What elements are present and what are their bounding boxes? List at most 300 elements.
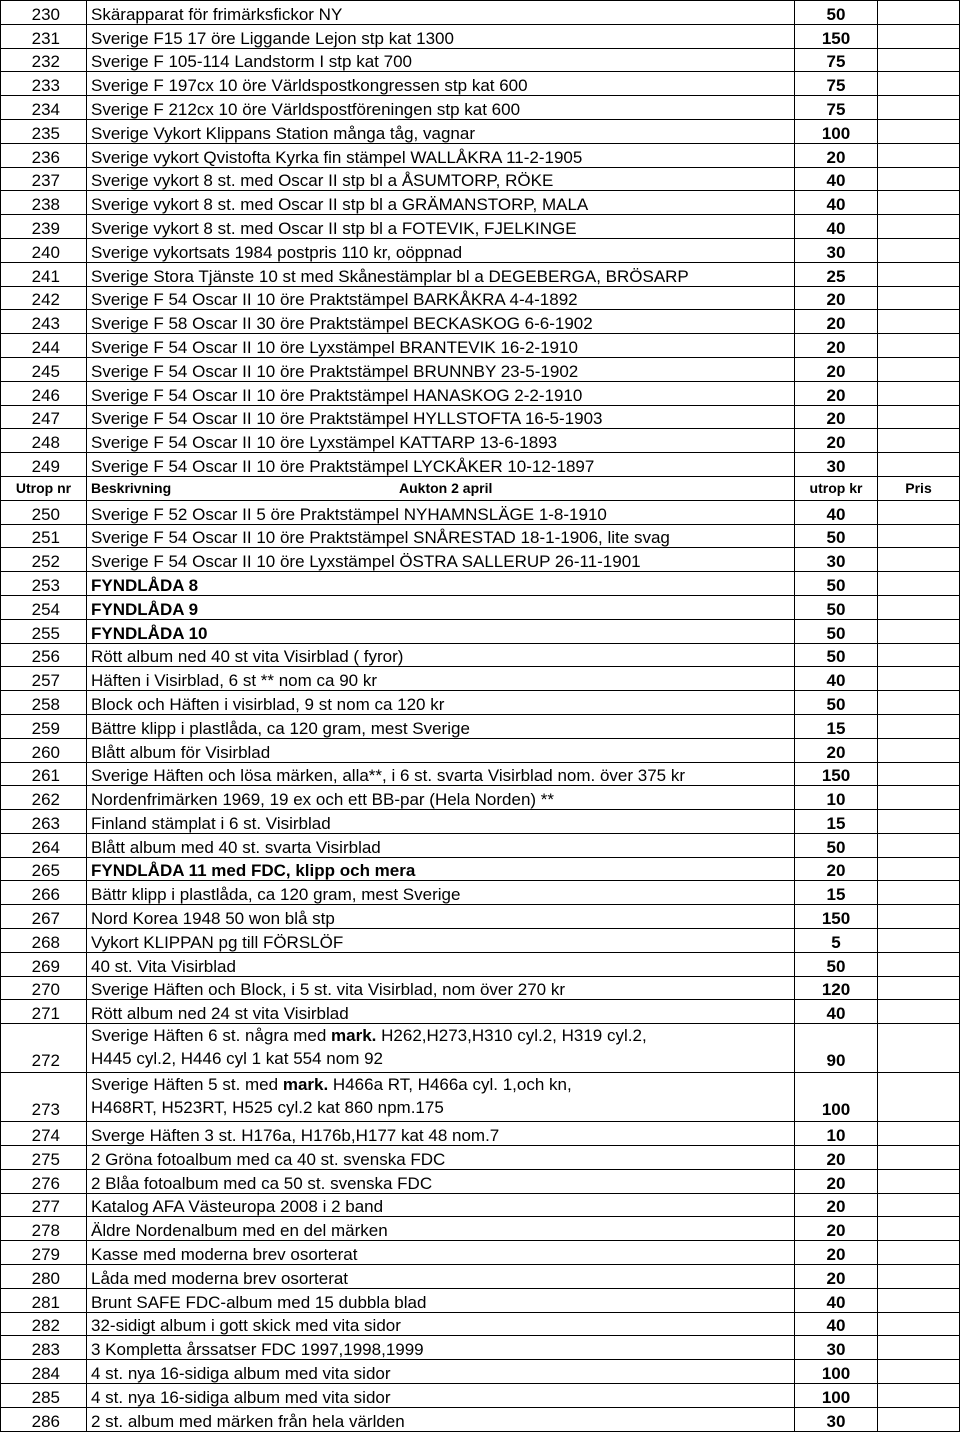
table-row (1, 1193, 960, 1217)
lot-description: Katalog AFA Västeuropa 2008 i 2 band (87, 1193, 795, 1217)
lot-start-price: 150 (795, 905, 878, 929)
lot-number: 260 (1, 738, 87, 762)
table-row (1, 833, 960, 857)
lot-start-price: 20 (795, 1193, 878, 1217)
lot-description: Sverige F15 17 öre Liggande Lejon stp kat 1300 (87, 24, 795, 48)
lot-start-price: 10 (795, 1122, 878, 1146)
lot-start-price: 50 (795, 952, 878, 976)
lot-final-price (878, 762, 960, 786)
lot-final-price (878, 191, 960, 215)
lot-start-price: 15 (795, 810, 878, 834)
lot-start-price: 120 (795, 976, 878, 1000)
lot-description: Bättr klipp i plastlåda, ca 120 gram, mest Sverige (87, 881, 795, 905)
lot-description: Sverige F 54 Oscar II 10 öre Praktstämpel HYLLSTOFTA 16-5-1903 (87, 405, 795, 429)
lot-description: Blått album för Visirblad (87, 738, 795, 762)
lot-number: 277 (1, 1193, 87, 1217)
lot-description-text: Sverige Häften 6 st. några med (91, 1026, 332, 1046)
lot-final-price (878, 786, 960, 810)
table-row (1, 405, 960, 429)
table-row (1, 1073, 960, 1122)
lot-number: 238 (1, 191, 87, 215)
lot-description: Sverige F 54 Oscar II 10 öre Lyxstämpel ÖSTRA SALLERUP 26-11-1901 (87, 548, 795, 572)
table-row (1, 119, 960, 143)
lot-number: 252 (1, 548, 87, 572)
lot-description: Sverige F 54 Oscar II 10 öre Lyxstämpel KATTARP 13-6-1893 (87, 429, 795, 453)
lot-start-price: 100 (795, 1384, 878, 1408)
table-row (1, 48, 960, 72)
lot-number: 263 (1, 810, 87, 834)
lot-description: Sverige vykort 8 st. med Oscar II stp bl a GRÄMANSTORP, MALA (87, 191, 795, 215)
lot-description: Sverige vykortsats 1984 postpris 110 kr, oöppnad (87, 238, 795, 262)
table-row (1, 786, 960, 810)
lot-final-price (878, 453, 960, 477)
table-row (1, 453, 960, 477)
lot-final-price (878, 643, 960, 667)
lot-final-price (878, 905, 960, 929)
table-row (1, 714, 960, 738)
lot-start-price: 30 (795, 1407, 878, 1431)
lot-start-price: 100 (795, 119, 878, 143)
table-row (1, 1407, 960, 1431)
lot-number: 242 (1, 286, 87, 310)
table-row (1, 952, 960, 976)
table-row (1, 1288, 960, 1312)
lot-description: Låda med moderna brev osorterat (87, 1265, 795, 1289)
table-row (1, 1360, 960, 1384)
table-row (1, 691, 960, 715)
table-row (1, 548, 960, 572)
table-row (1, 643, 960, 667)
lot-number: 265 (1, 857, 87, 881)
lot-final-price (878, 405, 960, 429)
lot-final-price (878, 72, 960, 96)
lot-number: 274 (1, 1122, 87, 1146)
lot-description: Sverige F 212cx 10 öre Världspostföreningen stp kat 600 (87, 96, 795, 120)
lot-description: Sverige F 54 Oscar II 10 öre Praktstämpel SNÅRESTAD 18-1-1906, lite svag (87, 524, 795, 548)
table-row (1, 381, 960, 405)
multi-line-lots (1, 1024, 960, 1122)
lot-number: 283 (1, 1336, 87, 1360)
table-row (1, 1122, 960, 1146)
lot-description: Kasse med moderna brev osorterat (87, 1241, 795, 1265)
lot-start-price: 20 (795, 1169, 878, 1193)
lot-final-price (878, 262, 960, 286)
lot-description: Block och Häften i visirblad, 9 st nom ca 120 kr (87, 691, 795, 715)
lot-number: 254 (1, 595, 87, 619)
lot-number: 272 (1, 1024, 87, 1073)
lot-start-price: 20 (795, 1217, 878, 1241)
lot-number: 240 (1, 238, 87, 262)
lot-start-price: 40 (795, 1000, 878, 1024)
lot-description: Sverge Häften 3 st. H176a, H176b,H177 kat 48 nom.7 (87, 1122, 795, 1146)
lot-number: 267 (1, 905, 87, 929)
lot-start-price: 50 (795, 524, 878, 548)
table-row (1, 762, 960, 786)
lot-description: Brunt SAFE FDC-album med 15 dubbla blad (87, 1288, 795, 1312)
table-row (1, 667, 960, 691)
lot-final-price (878, 572, 960, 596)
table-row (1, 738, 960, 762)
lot-description: Nord Korea 1948 50 won blå stp (87, 905, 795, 929)
table-row (1, 238, 960, 262)
lot-final-price (878, 48, 960, 72)
lot-start-price: 20 (795, 1146, 878, 1170)
lot-start-price: 20 (795, 143, 878, 167)
lot-description: Sverige F 105-114 Landstorm I stp kat 700 (87, 48, 795, 72)
lot-start-price: 20 (795, 381, 878, 405)
lot-start-price: 20 (795, 738, 878, 762)
lot-final-price (878, 1312, 960, 1336)
lot-start-price: 20 (795, 1265, 878, 1289)
header-description: Beskrivning (91, 480, 172, 497)
lot-description-bold: mark. (331, 1026, 377, 1046)
table-row (1, 357, 960, 381)
lot-number: 247 (1, 405, 87, 429)
lot-final-price (878, 857, 960, 881)
table-row (1, 619, 960, 643)
lot-start-price: 30 (795, 238, 878, 262)
lot-final-price (878, 929, 960, 953)
lot-description-text: H466a RT, H466a cyl. 1,och kn, (328, 1075, 572, 1095)
lot-number: 285 (1, 1384, 87, 1408)
lot-number: 273 (1, 1073, 87, 1122)
lot-start-price: 20 (795, 1241, 878, 1265)
lot-start-price: 25 (795, 262, 878, 286)
lot-start-price: 50 (795, 643, 878, 667)
lot-number: 246 (1, 381, 87, 405)
table-row (1, 500, 960, 524)
table-row (1, 1024, 960, 1073)
lot-final-price (878, 1336, 960, 1360)
lot-final-price (878, 381, 960, 405)
lot-number: 231 (1, 24, 87, 48)
lot-final-price (878, 1265, 960, 1289)
lot-final-price (878, 357, 960, 381)
lot-description: Sverige F 54 Oscar II 10 öre Lyxstämpel BRANTEVIK 16-2-1910 (87, 334, 795, 358)
lot-final-price (878, 167, 960, 191)
lot-number: 232 (1, 48, 87, 72)
lot-final-price (878, 334, 960, 358)
lot-start-price: 150 (795, 24, 878, 48)
lot-rows-end (1, 1122, 960, 1431)
table-row (1, 72, 960, 96)
lot-start-price: 90 (795, 1024, 878, 1073)
lot-start-price: 40 (795, 500, 878, 524)
table-row (1, 1265, 960, 1289)
table-row (1, 976, 960, 1000)
lot-final-price (878, 1384, 960, 1408)
table-row (1, 1336, 960, 1360)
lot-number: 236 (1, 143, 87, 167)
lot-start-price: 30 (795, 1336, 878, 1360)
table-row (1, 1169, 960, 1193)
lot-final-price (878, 1024, 960, 1073)
lot-number: 250 (1, 500, 87, 524)
lot-description: Sverige F 54 Oscar II 10 öre Praktstämpel BRUNNBY 23-5-1902 (87, 357, 795, 381)
lot-number: 261 (1, 762, 87, 786)
lot-number: 245 (1, 357, 87, 381)
lot-final-price (878, 1000, 960, 1024)
lot-final-price (878, 429, 960, 453)
header-description-cell (87, 476, 795, 500)
lot-final-price (878, 119, 960, 143)
lot-start-price: 20 (795, 310, 878, 334)
lot-start-price: 40 (795, 667, 878, 691)
lot-number: 281 (1, 1288, 87, 1312)
lot-description: 3 Kompletta årssatser FDC 1997,1998,1999 (87, 1336, 795, 1360)
lot-description: Rött album ned 24 st vita Visirblad (87, 1000, 795, 1024)
lot-description-text: H262,H273,H310 cyl.2, H319 cyl.2, (376, 1026, 647, 1046)
lot-final-price (878, 215, 960, 239)
table-row (1, 1000, 960, 1024)
lot-description: Sverige vykort Qvistofta Kyrka fin stämpel WALLÅKRA 11-2-1905 (87, 143, 795, 167)
lot-description: Sverige F 54 Oscar II 10 öre Praktstämpel HANASKOG 2-2-1910 (87, 381, 795, 405)
lot-start-price: 20 (795, 429, 878, 453)
table-row (1, 143, 960, 167)
lot-number: 243 (1, 310, 87, 334)
lot-final-price (878, 500, 960, 524)
lot-description: Rött album ned 40 st vita Visirblad ( fyror) (87, 643, 795, 667)
lot-final-price (878, 1360, 960, 1384)
table-row (1, 572, 960, 596)
table-row (1, 1217, 960, 1241)
lot-description: Nordenfrimärken 1969, 19 ex och ett BB-par (Hela Norden) ** (87, 786, 795, 810)
lot-final-price (878, 1146, 960, 1170)
lot-final-price (878, 1217, 960, 1241)
lot-number: 235 (1, 119, 87, 143)
lot-description: Sverige F 58 Oscar II 30 öre Praktstämpel BECKASKOG 6-6-1902 (87, 310, 795, 334)
lot-number: 255 (1, 619, 87, 643)
lot-start-price: 15 (795, 881, 878, 905)
lot-number: 256 (1, 643, 87, 667)
lot-description: Häften i Visirblad, 6 st ** nom ca 90 kr (87, 667, 795, 691)
lot-start-price: 40 (795, 191, 878, 215)
table-row (1, 524, 960, 548)
table-row (1, 1241, 960, 1265)
lot-start-price: 150 (795, 762, 878, 786)
lot-start-price: 40 (795, 215, 878, 239)
lot-start-price: 50 (795, 833, 878, 857)
table-row (1, 215, 960, 239)
lot-description: Sverige Vykort Klippans Station många tåg, vagnar (87, 119, 795, 143)
lot-start-price: 20 (795, 857, 878, 881)
lot-number: 230 (1, 1, 87, 25)
lot-final-price (878, 952, 960, 976)
lot-description-text: H468RT, H523RT, H525 cyl.2 kat 860 npm.175 (91, 1098, 444, 1118)
lot-final-price (878, 524, 960, 548)
lot-start-price: 5 (795, 929, 878, 953)
lot-description-bold: mark. (282, 1075, 329, 1095)
lot-rows-before-header (1, 1, 960, 477)
lot-final-price (878, 881, 960, 905)
lot-number: 286 (1, 1407, 87, 1431)
lot-final-price (878, 1169, 960, 1193)
lot-final-price (878, 833, 960, 857)
lot-number: 233 (1, 72, 87, 96)
table-row (1, 905, 960, 929)
lot-description: Finland stämplat i 6 st. Visirblad (87, 810, 795, 834)
lot-description: Bättre klipp i plastlåda, ca 120 gram, mest Sverige (87, 714, 795, 738)
lot-number: 270 (1, 976, 87, 1000)
lot-description (87, 1073, 795, 1122)
lot-start-price: 50 (795, 595, 878, 619)
lot-description: Sverige Stora Tjänste 10 st med Skånestämplar bl a DEGEBERGA, BRÖSARP (87, 262, 795, 286)
lot-rows-after-header (1, 500, 960, 1024)
lot-final-price (878, 1122, 960, 1146)
lot-final-price (878, 548, 960, 572)
lot-description-text: H445 cyl.2, H446 cyl 1 kat 554 nom 92 (91, 1049, 383, 1069)
table-row (1, 167, 960, 191)
lot-description (87, 1024, 795, 1073)
lot-number: 257 (1, 667, 87, 691)
lot-start-price: 20 (795, 405, 878, 429)
lot-description: Blått album med 40 st. svarta Visirblad (87, 833, 795, 857)
lot-final-price (878, 810, 960, 834)
lot-final-price (878, 976, 960, 1000)
lot-final-price (878, 1288, 960, 1312)
lot-number: 279 (1, 1241, 87, 1265)
lot-number: 251 (1, 524, 87, 548)
lot-number: 280 (1, 1265, 87, 1289)
lot-start-price: 20 (795, 357, 878, 381)
lot-description: 2 st. album med märken från hela världen (87, 1407, 795, 1431)
lot-number: 248 (1, 429, 87, 453)
lot-final-price (878, 1193, 960, 1217)
lot-final-price (878, 310, 960, 334)
lot-description: Sverige F 54 Oscar II 10 öre Praktstämpel LYCKÅKER 10-12-1897 (87, 453, 795, 477)
table-row (1, 595, 960, 619)
table-row (1, 334, 960, 358)
lot-description: FYNDLÅDA 8 (87, 572, 795, 596)
lot-final-price (878, 691, 960, 715)
table-row (1, 1, 960, 25)
lot-start-price: 15 (795, 714, 878, 738)
lot-description: 4 st. nya 16-sidiga album med vita sidor (87, 1360, 795, 1384)
lot-description: 2 Gröna fotoalbum med ca 40 st. svenska FDC (87, 1146, 795, 1170)
lot-description: Sverige F 52 Oscar II 5 öre Praktstämpel NYHAMNSLÄGE 1-8-1910 (87, 500, 795, 524)
table-row (1, 310, 960, 334)
lot-final-price (878, 595, 960, 619)
lot-description-text: Sverige Häften 5 st. med (91, 1075, 283, 1095)
lot-start-price: 75 (795, 96, 878, 120)
table-row (1, 1384, 960, 1408)
lot-start-price: 10 (795, 786, 878, 810)
lot-final-price (878, 1241, 960, 1265)
lot-final-price (878, 96, 960, 120)
lot-number: 239 (1, 215, 87, 239)
lot-final-price (878, 143, 960, 167)
lot-description: Sverige vykort 8 st. med Oscar II stp bl a ÅSUMTORP, RÖKE (87, 167, 795, 191)
lot-description: Vykort KLIPPAN pg till FÖRSLÖF (87, 929, 795, 953)
lot-description: Sverige vykort 8 st. med Oscar II stp bl a FOTEVIK, FJELKINGE (87, 215, 795, 239)
lot-description: 2 Blåa fotoalbum med ca 50 st. svenska FDC (87, 1169, 795, 1193)
lot-description: FYNDLÅDA 9 (87, 595, 795, 619)
table-row (1, 1146, 960, 1170)
lot-number: 275 (1, 1146, 87, 1170)
lot-description: FYNDLÅDA 10 (87, 619, 795, 643)
lot-description: 32-sidigt album i gott skick med vita sidor (87, 1312, 795, 1336)
lot-description: Skärapparat för frimärksfickor NY (87, 1, 795, 25)
lot-description: Sverige Häften och Block, i 5 st. vita Visirblad, nom över 270 kr (87, 976, 795, 1000)
lot-description: Sverige F 197cx 10 öre Världspostkongressen stp kat 600 (87, 72, 795, 96)
lot-number: 237 (1, 167, 87, 191)
lot-start-price: 40 (795, 1312, 878, 1336)
lot-start-price: 50 (795, 691, 878, 715)
table-row (1, 191, 960, 215)
lot-number: 259 (1, 714, 87, 738)
lot-final-price (878, 1073, 960, 1122)
table-row (1, 857, 960, 881)
lot-start-price: 40 (795, 1288, 878, 1312)
lot-start-price: 50 (795, 619, 878, 643)
lot-number: 271 (1, 1000, 87, 1024)
lot-number: 278 (1, 1217, 87, 1241)
table-header (1, 476, 960, 500)
table-row (1, 810, 960, 834)
lot-final-price (878, 667, 960, 691)
lot-description: Sverige F 54 Oscar II 10 öre Praktstämpel BARKÅKRA 4-4-1892 (87, 286, 795, 310)
lot-number: 249 (1, 453, 87, 477)
lot-number: 234 (1, 96, 87, 120)
lot-start-price: 40 (795, 167, 878, 191)
lot-number: 253 (1, 572, 87, 596)
table-row (1, 96, 960, 120)
lot-number: 241 (1, 262, 87, 286)
lot-start-price: 20 (795, 286, 878, 310)
lot-number: 258 (1, 691, 87, 715)
table-row (1, 262, 960, 286)
lot-final-price (878, 714, 960, 738)
lot-final-price (878, 286, 960, 310)
lot-number: 269 (1, 952, 87, 976)
lot-final-price (878, 1, 960, 25)
header-row (1, 476, 960, 500)
lot-start-price: 30 (795, 548, 878, 572)
lot-start-price: 100 (795, 1073, 878, 1122)
lot-number: 282 (1, 1312, 87, 1336)
lot-start-price: 50 (795, 572, 878, 596)
table-row (1, 286, 960, 310)
lot-number: 244 (1, 334, 87, 358)
header-final-price: Pris (878, 476, 960, 500)
lot-number: 276 (1, 1169, 87, 1193)
lot-start-price: 20 (795, 334, 878, 358)
header-start-price: utrop kr (795, 476, 878, 500)
lot-start-price: 75 (795, 72, 878, 96)
table-row (1, 429, 960, 453)
table-row (1, 929, 960, 953)
lot-start-price: 100 (795, 1360, 878, 1384)
lot-description: 40 st. Vita Visirblad (87, 952, 795, 976)
lot-start-price: 50 (795, 1, 878, 25)
lot-description: 4 st. nya 16-sidiga album med vita sidor (87, 1384, 795, 1408)
table-row (1, 24, 960, 48)
lot-final-price (878, 24, 960, 48)
lot-description: FYNDLÅDA 11 med FDC, klipp och mera (87, 857, 795, 881)
lot-description: Sverige Häften och lösa märken, alla**, i 6 st. svarta Visirblad nom. över 375 kr (87, 762, 795, 786)
lot-final-price (878, 738, 960, 762)
header-lot-number: Utrop nr (1, 476, 87, 500)
lot-description: Äldre Nordenalbum med en del märken (87, 1217, 795, 1241)
table-row (1, 1312, 960, 1336)
lot-final-price (878, 238, 960, 262)
lot-number: 268 (1, 929, 87, 953)
header-auction-date: Aukton 2 april (399, 480, 493, 497)
lot-number: 284 (1, 1360, 87, 1384)
lot-final-price (878, 1407, 960, 1431)
lot-final-price (878, 619, 960, 643)
lot-number: 262 (1, 786, 87, 810)
